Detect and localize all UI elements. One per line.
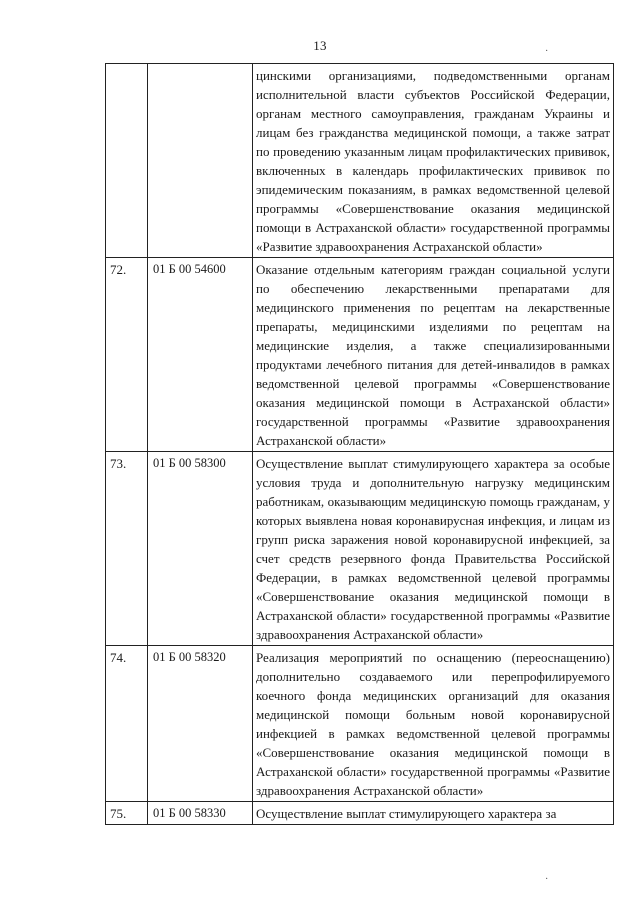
- table-row: [106, 646, 614, 802]
- scan-speck: ·: [545, 46, 549, 57]
- table-row: [106, 452, 614, 646]
- row-number-cell: [106, 64, 148, 258]
- table-row: [106, 258, 614, 452]
- row-number-cell: 72.: [106, 258, 148, 452]
- row-number-cell: 75.: [106, 802, 148, 825]
- target-code-cell: 01 Б 00 58330: [148, 802, 253, 825]
- target-code-cell: 01 Б 00 54600: [148, 258, 253, 452]
- row-number-cell: 74.: [106, 646, 148, 802]
- row-number-cell: 73.: [106, 452, 148, 646]
- table-row: [106, 802, 614, 825]
- description-cell: Оказание отдельным категориям граждан социальной услуги по обеспечению лекарственными препаратами для медицинского применения по рецептам на лекарственные препараты, медицинскими изделиями по рецептам на медицинские изделия, а также специализированными продуктами лечебного питания для детей-инвалидов в рамках ведомственной целевой программы «Совершенствование оказания медицинской помощи в Астраханской области» государственной программы «Развитие здравоохранения Астраханской области»: [253, 258, 614, 452]
- description-cell: цинскими организациями, подведомственными органам исполнительной власти субъектов Российской Федерации, органам местного самоуправления, гражданам Украины и лицам без гражданства медицинской помощи, а также затрат по проведению указанным лицам профилактических прививок, включенных в календарь профилактических прививок по эпидемическим показаниям, в рамках ведомственной целевой программы «Совершенствование оказания медицинской помощи в Астраханской области» государственной программы «Развитие здравоохранения Астраханской области»: [253, 64, 614, 258]
- description-cell: Реализация мероприятий по оснащению (переоснащению) дополнительно создаваемого или перепрофилируемого коечного фонда медицинских организаций для оказания медицинской помощи больным новой коронавирусной инфекцией в рамках ведомственной целевой программы «Совершенствование оказания медицинской помощи в Астраханской области» государственной программы «Развитие здравоохранения Астраханской области»: [253, 646, 614, 802]
- budget-classification-table: [105, 63, 614, 825]
- description-cell: Осуществление выплат стимулирующего характера за особые условия труда и дополнительную нагрузку медицинским работникам, оказывающим медицинскую помощь гражданам, у которых выявлена новая коронавирусная инфекция, и лицам из групп риска заражения новой коронавирусной инфекцией, за счет средств резервного фонда Правительства Российской Федерации, в рамках ведомственной целевой программы «Совершенствование оказания медицинской помощи в Астраханской области» государственной программы «Развитие здравоохранения Астраханской области»: [253, 452, 614, 646]
- description-cell: Осуществление выплат стимулирующего характера за: [253, 802, 614, 825]
- target-code-cell: [148, 64, 253, 258]
- page-number: 13: [313, 38, 327, 53]
- scan-speck: ·: [545, 874, 549, 885]
- table-row: [106, 64, 614, 258]
- target-code-cell: 01 Б 00 58300: [148, 452, 253, 646]
- target-code-cell: 01 Б 00 58320: [148, 646, 253, 802]
